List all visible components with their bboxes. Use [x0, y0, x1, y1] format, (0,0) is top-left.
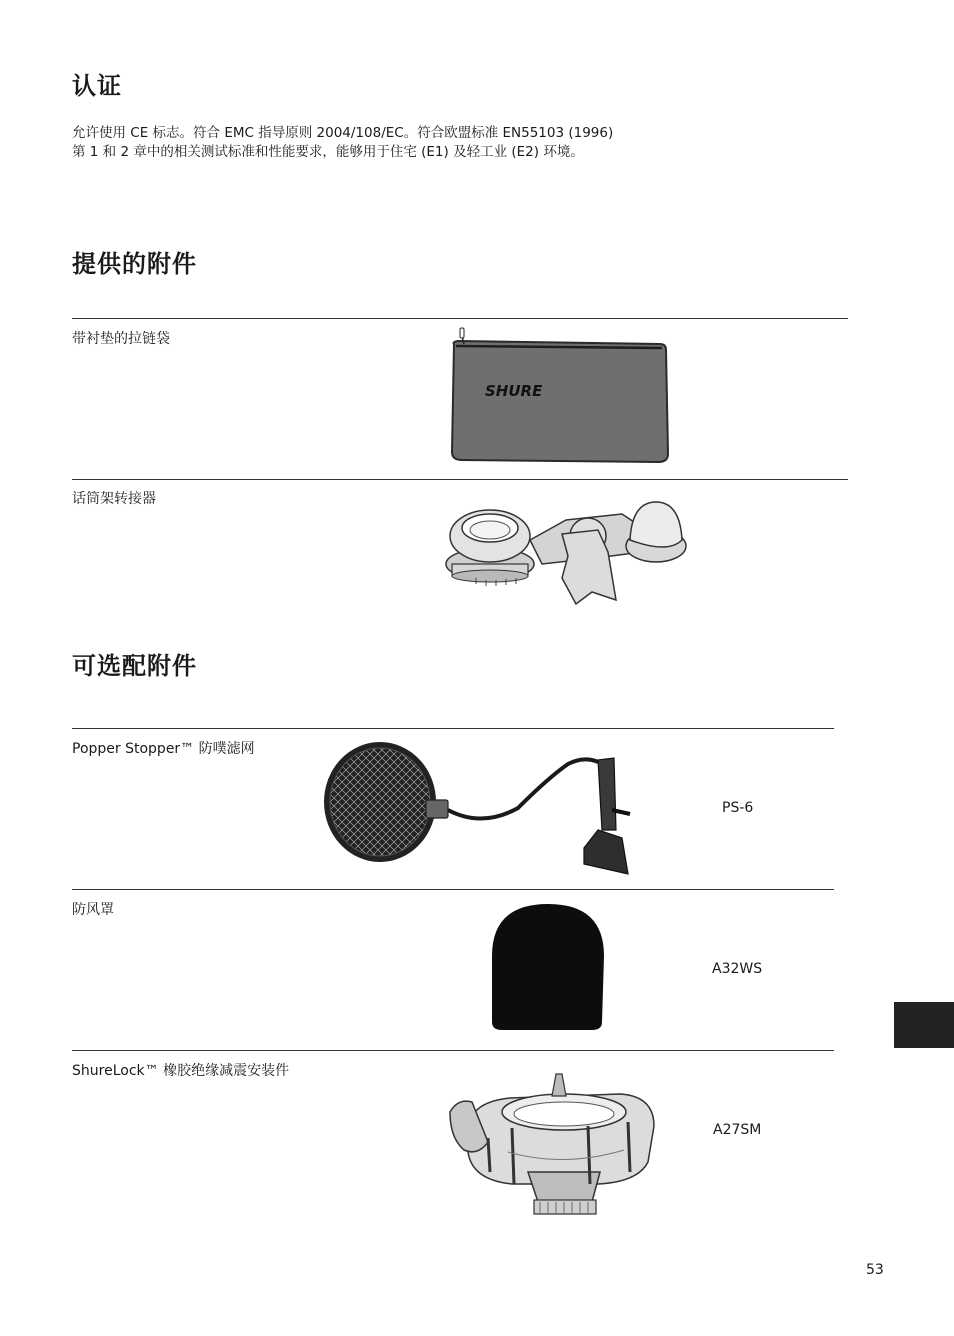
pop-filter-model: PS-6 [722, 800, 754, 816]
divider [72, 318, 848, 319]
zipper-bag-illustration [448, 326, 674, 466]
certification-text [72, 124, 832, 162]
certification-line-2: 第 1 和 2 章中的相关测试标准和性能要求，能够用于住宅 (E1) 及轻工业 (E2) 环境。 [72, 144, 584, 160]
shock-mount-illustration [448, 1072, 664, 1218]
page-number: 53 [866, 1262, 884, 1278]
stand-adapter-label: 话筒架转接器 [72, 491, 156, 507]
stand-adapter-illustration [446, 500, 690, 608]
divider [72, 889, 834, 890]
supplied-accessories-heading: 提供的附件 [72, 250, 197, 278]
windscreen-illustration [488, 902, 608, 1032]
windscreen-label: 防风罩 [72, 902, 114, 918]
optional-accessories-heading: 可选配附件 [72, 652, 197, 680]
shure-logo: SHURE [485, 382, 543, 400]
zipper-bag-label: 带衬垫的拉链袋 [72, 331, 170, 347]
windscreen-model: A32WS [712, 961, 763, 977]
shock-mount-label: ShureLock™ 橡胶绝缘减震安装件 [72, 1063, 290, 1079]
chapter-tab [894, 1002, 954, 1048]
divider [72, 728, 834, 729]
pop-filter-illustration [322, 738, 638, 884]
certification-line-1: 允许使用 CE 标志。符合 EMC 指导原则 2004/108/EC。符合欧盟标准 EN55103 (1996) [72, 125, 614, 141]
certification-heading: 认证 [72, 72, 122, 100]
shock-mount-model: A27SM [713, 1122, 762, 1138]
pop-filter-label: Popper Stopper™ 防噗滤网 [72, 741, 255, 757]
divider [72, 1050, 834, 1051]
divider [72, 479, 848, 480]
